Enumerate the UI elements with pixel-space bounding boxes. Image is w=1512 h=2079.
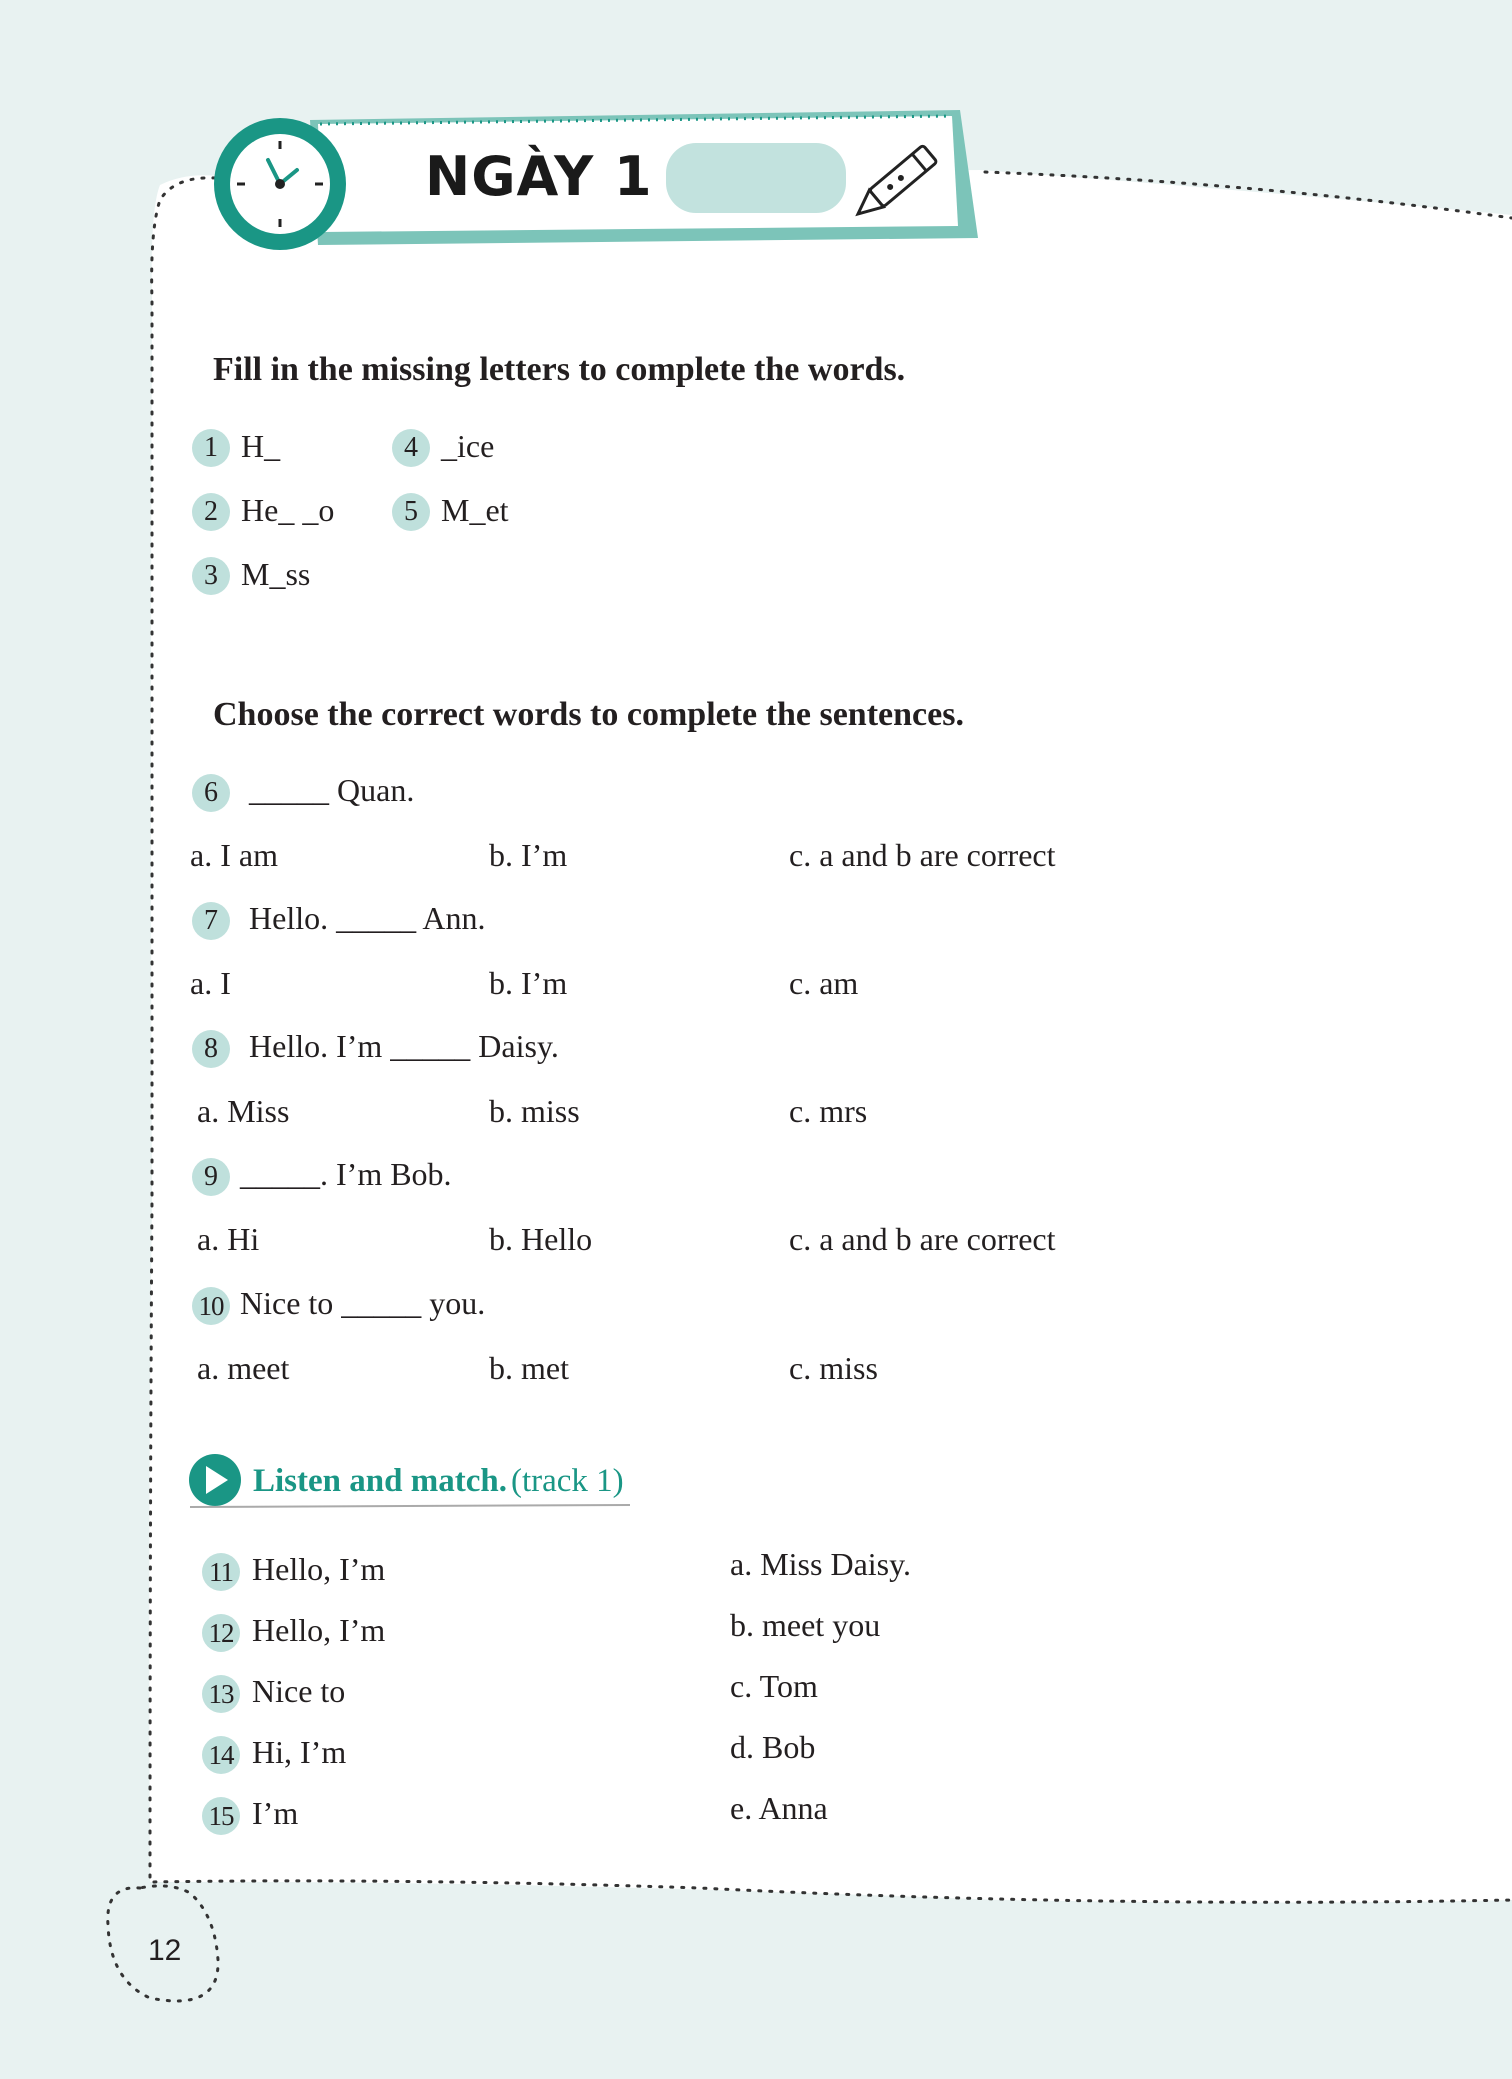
question-number: 7 xyxy=(192,902,230,940)
question-text: Hello. _____ Ann. xyxy=(249,900,486,936)
clock-icon xyxy=(214,118,346,250)
item-number: 5 xyxy=(392,493,430,531)
option-b: b. Hello xyxy=(489,1221,593,1257)
question-number: 9 xyxy=(192,1158,230,1196)
option-b: b. I’m xyxy=(489,965,568,1001)
match-left-item: I’m xyxy=(252,1795,299,1831)
question-number: 10 xyxy=(192,1287,230,1325)
match-left-item: Nice to xyxy=(252,1673,346,1709)
listen-heading xyxy=(253,1463,624,1500)
match-right-item: b. meet you xyxy=(730,1607,881,1643)
match-right-item: d. Bob xyxy=(730,1729,816,1765)
option-a: a. meet xyxy=(197,1350,290,1386)
option-b: b. I’m xyxy=(489,837,568,873)
question-text: Nice to _____ you. xyxy=(240,1285,486,1321)
question-text: _____ Quan. xyxy=(249,772,415,808)
fill-item: _ice xyxy=(441,428,495,464)
match-left-item: Hello, I’m xyxy=(252,1612,386,1648)
option-c: c. miss xyxy=(789,1350,878,1386)
item-number: 4 xyxy=(392,429,430,467)
match-number: 11 xyxy=(202,1553,240,1591)
option-a: a. Miss xyxy=(197,1093,290,1129)
section2-heading: Choose the correct words to complete the sentences. xyxy=(213,696,964,733)
page-number: 12 xyxy=(148,1934,182,1967)
play-icon xyxy=(189,1454,241,1506)
header-pill xyxy=(666,143,846,213)
question-number: 6 xyxy=(192,774,230,812)
match-number: 15 xyxy=(202,1797,240,1835)
match-left-item: Hi, I’m xyxy=(252,1734,347,1770)
fill-item: M_et xyxy=(441,492,509,528)
option-a: a. I xyxy=(190,965,231,1001)
match-right-item: e. Anna xyxy=(730,1790,828,1826)
match-number: 14 xyxy=(202,1736,240,1774)
option-c: c. am xyxy=(789,965,859,1001)
section1-heading: Fill in the missing letters to complete the words. xyxy=(213,351,906,388)
listen-title: Listen and match. xyxy=(253,1463,507,1499)
question-text: Hello. I’m _____ Daisy. xyxy=(249,1028,559,1064)
match-number: 12 xyxy=(202,1614,240,1652)
listen-track: (track 1) xyxy=(510,1463,624,1499)
option-c: c. mrs xyxy=(789,1093,868,1129)
fill-item: He_ _o xyxy=(241,492,335,528)
match-right-item: a. Miss Daisy. xyxy=(730,1546,912,1582)
question-number: 8 xyxy=(192,1030,230,1068)
match-left-item: Hello, I’m xyxy=(252,1551,386,1587)
item-number: 2 xyxy=(192,493,230,531)
option-c: c. a and b are correct xyxy=(789,837,1056,873)
option-a: a. I am xyxy=(190,837,278,873)
fill-item: H_ xyxy=(241,428,281,464)
match-number: 13 xyxy=(202,1675,240,1713)
item-number: 1 xyxy=(192,429,230,467)
fill-item: M_ss xyxy=(241,556,311,592)
match-right-item: c. Tom xyxy=(730,1668,818,1704)
option-b: b. miss xyxy=(489,1093,580,1129)
item-number: 3 xyxy=(192,557,230,595)
option-c: c. a and b are correct xyxy=(789,1221,1056,1257)
day-title: NGÀY 1 xyxy=(425,145,653,208)
question-text: _____. I’m Bob. xyxy=(240,1156,452,1192)
option-b: b. met xyxy=(489,1350,569,1386)
option-a: a. Hi xyxy=(197,1221,260,1257)
